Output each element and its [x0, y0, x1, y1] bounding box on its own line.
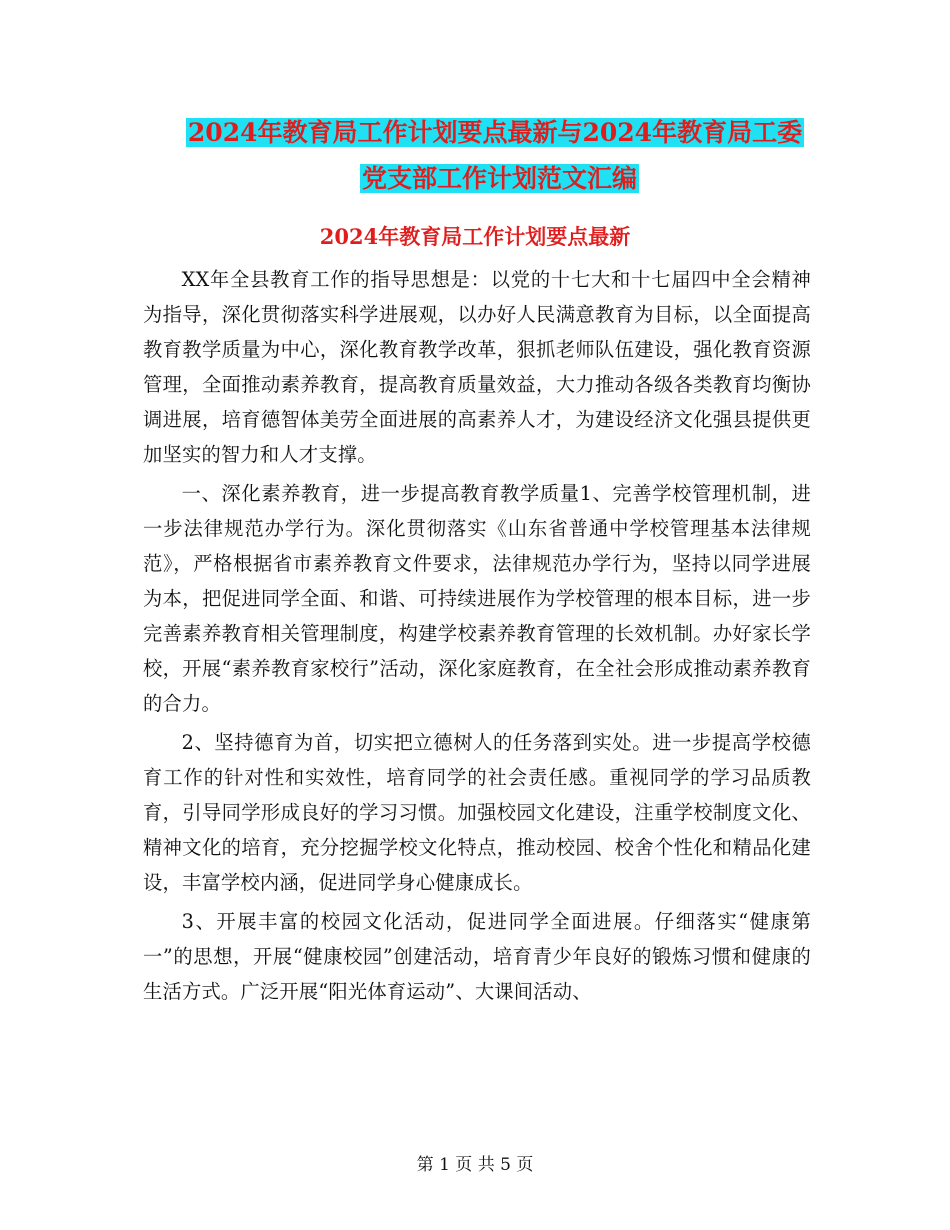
paragraph: 一、深化素养教育，进一步提高教育教学质量1、完善学校管理机制，进一步法律规范办学行为。深化贯彻落实《山东省普通中学校管理基本法律规范》，严格根据省市素养教育文件要求，法律规范办学行为，坚持以同学进展为本，把促进同学全面、和谐、可持续进展作为学校管理的根本目标，进一步完善素养教育相关管理制度，构建学校素养教育管理的长效机制。办好家长学校，开展“素养教育家校行”活动，深化家庭教育，在全社会形成推动素养教育的合力。 [143, 482, 811, 715]
section-title: 2024年教育局工作计划要点最新 [319, 224, 631, 249]
paragraph: XX年全县教育工作的指导思想是：以党的十七大和十七届四中全会精神为指导，深化贯彻落实科学进展观，以办好人民满意教育为目标，以全面提高教育教学质量为中心，深化教育教学改革，狠抓老师队伍建设，强化教育资源管理，全面推动素养教育，提高教育质量效益，大力推动各级各类教育均衡协调进展，培育德智体美劳全面进展的高素养人才，为建设经济文化强县提供更加坚实的智力和人才支撑。 [143, 268, 811, 466]
title-highlight: 党支部工作计划范文汇编 [362, 164, 638, 193]
paragraph: 2、坚持德育为首，切实把立德树人的任务落到实处。进一步提高学校德育工作的针对性和实效性，培育同学的社会责任感。重视同学的学习品质教育，引导同学形成良好的学习习惯。加强校园文化建设，注重学校制度文化、精神文化的培育，充分挖掘学校文化特点，推动校园、校舍个性化和精品化建设，丰富学校内涵，促进同学身心健康成长。 [143, 731, 811, 894]
document-title-line-1 [0, 110, 950, 156]
title-highlight: 2024年教育局工作计划要点最新与2024年教育局工委 [187, 118, 803, 147]
document-body [143, 262, 811, 1013]
paragraph: 3、开展丰富的校园文化活动，促进同学全面进展。仔细落实“健康第一”的思想，开展“健康校园”创建活动，培育青少年良好的锻炼习惯和健康的生活方式。广泛开展“阳光体育运动”、大课间活动、 [143, 910, 811, 1003]
document-title [0, 110, 950, 202]
document-title-line-2 [0, 156, 950, 202]
page-footer: 第 1 页 共 5 页 [416, 1155, 534, 1175]
